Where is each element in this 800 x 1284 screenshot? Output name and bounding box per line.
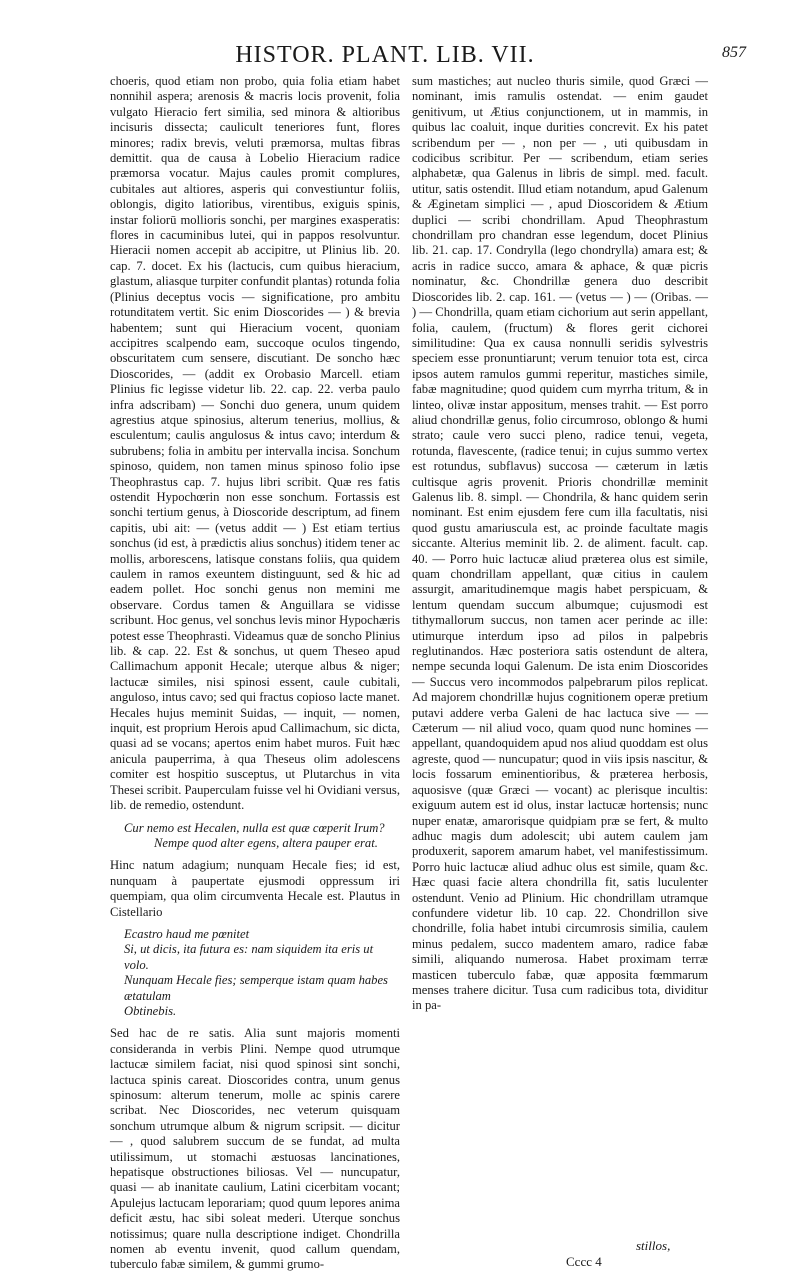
verse-line: Cur nemo est Hecalen, nulla est quæ cœperit Irum?	[124, 820, 385, 835]
left-paragraph: Sed hac de re satis. Alia sunt majoris momenti consideranda in verbis Plini. Nempe quod utrumque lactucæ similem faciat, nisi quod spinosi sint sonchi, lactuca spinis careat. Dioscorides contra, unum genus spinosum: alterum tenerum, molle ac spinis carere scribat. Nec Dioscorides, nec veterum quisquam sonchum utrumque album & nigrum scripsit. — dicitur — , quod salubrem succum de se fundat, ad multa utilissimum, ut stomachi æstuosas lancinationes, hepatisque obstructiones biliosas. Vel — nuncupatur, quasi — ab inanitate caulium, Latini cicerbitam vocant; Apulejus lactucam leporariam; quod quum lepores anima deficit æstu, hac sibi soleat mederi. Uterque sonchus notissimus; quare nulla descriptione indiget. Chondrilla nomen ab eventu invenit, quod callum quendam, tuberculo fabæ similem, & gummi grumo-	[110, 1026, 400, 1272]
right-paragraph: sum mastiches; aut nucleo thuris simile, quod Græci — nominant, imis ramulis ostendat. — enim gaudet genitivum, ut Ætius conjunctionem, ut in mammis, in quibus lac coaluit, inque durities concrevit. Ex his patet scribendum per — , non per — , uti quibusdam in codicibus scribitur. Per — scribendum, etiam series alphabetæ, qua Galenus in libris de simpl. med. facult. utitur, satis ostendit. Illud etiam notandum, apud Galenum & Æginetam simplici — , apud Dioscoridem & Ætium duplici — scribi chondrillam. Apud Theophrastum chondrillam pro chandran esse legendum, docet Plinius lib. 21. cap. 17. Condrylla (lego chondrylla) amara est; & acris in radice succo, amara & aphace, & quæ picris nominatur, &c. Chondrillæ genera duo describit Dioscorides lib. 2. cap. 161. — (vetus — ) — (Oribas. — ) — Chondrilla, quam etiam cichorium aut serin appellant, folia, caulem, (fructum) & flores gerit cichorei similitudine: Qua ex causa nonnulli seridis sylvestris speciem esse pronuntiarunt; verum tenuior tota est, circa ipsos autem ramulos gummi reperitur, mastiches simile, fabæ magnitudine; quod quidem cum myrrha tritum, & in linteo, olivæ instar appositum, menses trahit. — Est porro aliud chondrillæ genus, folio circumroso, oblongo & humi strato; caule vero succi pleno, radice tenui, vegeta, rotunda, flavescente, (radice tenui; in cujus summo vertex est rotundus, subflavus) succosa — cæterum in lætis cultisque agris provenit. Prioris chondrillæ meminit Galenus lib. 8. simpl. — Chondrila, & hanc quidem serin nominant. Est enim ejusdem fere cum illa facultatis, nisi quod gustu amariuscula est, ac proinde facultate magis siccante. Alterius meminit lib. 2. de aliment. facult. cap. 40. — Porro huic lactucæ aliud præterea olus est simile, quam chondrillam appellant, quæ citius in caulem assurgit, amaritudinemque magis habet perspicuam, & lentum quendam succum albumque; cujusmodi est tithymallorum succus, non tamen acer perinde ac ille: utimurque interdum ipso ad pilos in palpebris reglutinandos. Hæc posteriora satis ostendunt de altera, nempe secunda loqui Galenum. De ista enim Dioscorides — Succus vero incommodos palpebrarum pilos replicat. Ad majorem chondrillæ hujus cognitionem operæ pretium putavi addere verba Galeni de hac lactuca sive — — Cæterum — nil aliud voco, quam quod nunc homines — appellant, quandoquidem apud nos aliud quoddam est olus agreste, quod — nuncupatur; quod in viis ipsis nascitur, & locis fossarum eminentioribus, & præterea herbosis, aquosisve (quæ Græci — vocant) ac plerisque incultis: exiguum autem est id olus, instar lactucæ hortensis; nunc nuper enatæ, amarorisque quidpiam præ se fert, & multo adhuc magis dum adolescit; ubi autem caulem jam produxerit, saporem amarum habet, vel manifestissimum. Porro huic lactucæ aliud adhuc olus est simile, quam &c. Hæc quasi facie altera chondrilla fit, satis luculenter ostendunt. Venio ad Plinium. Hic chondrillam utramque confundere videtur lib. 10 cap. 22. Chondrillon sive chondrille, folia habet intubi circumrosis similia, caulem minus pedalem, succo madentem amaro, radice fabæ simili, aliquando numerosa. Habet proximam terræ masticen tuberculo fabæ, quæ apposita fœmmarum menses trahere dicitur. Tusa cum radicibus tota, dividitur in pa-	[412, 74, 708, 1013]
page-header	[0, 42, 800, 72]
left-paragraph: Hinc natum adagium; nunquam Hecale fies; id est, nunquam à paupertate ejusmodi oppressum iri quempiam, qua olim circumventa Hecale est. Plautus in Cistellario	[110, 858, 400, 919]
verse-line: Nempe quod alter egens, altera pauper erat.	[154, 835, 378, 850]
left-column	[110, 74, 400, 1272]
verse-line: Nunquam Hecale fies; semperque istam quam habes ætatulam	[124, 973, 388, 1003]
left-paragraph: choeris, quod etiam non probo, quia folia etiam habet nonnihil aspera; arenosis & macris locis provenit, folia vulgato Hieracio fert similia, sed minora & altioribus incisuris dissecta; caulicult teneriores funt, flores minores; radix brevis, veluti præmorsa, multas fibras demittit. qua de causa à Lobelio Hieracium radice præmorsa vocatur. Majus caules promit complures, cubitales aut altiores, asperis qui convestiuntur foliis, oblongis, digito latioribus, virentibus, exiguis spinis, instar foliorū mollioris sonchi, per margines exasperatis: flores in cacuminibus lutei, qui in pappos resolvuntur. Hieracii nomen accepit ab accipitre, ut Plinius lib. 20. cap. 7. docet. Ex his (lactucis, cum quibus hieracium, glastum, aliasque turpiter confundit plantas) rotunda folia (Plinius deceptus vocis — significatione, pro ambitu rotunditatem vertit. Sic enim Dioscorides — ) & brevia habentem; sunt qui Hieracium vocent, quoniam accipitres scalpendo eam, succoque oculos tingendo, obscuritatem cum sensere, discutiant. De soncho hæc Dioscorides, — (addit ex Orobasio Marcell. etiam Plinius fic legisse videtur lib. 22. cap. 22. verba paulo infra adscribam) — Sonchi duo genera, unum quidem agrestius atque spinosius, alterum tenerius, mollius, & esculentum; caulis angulosus & intus cavo; interdum & subrubens; folia in ambitu per intervalla incisa. Sonchum spinoso, quidem, non tamen minus spinoso folio ipse Theophrastus cap. 7. hujus libri scribit. Quæ res fatis ostendit Hypochœrin non esse sonchum. Fortassis est sonchi tertium genus, à Dioscoride descriptum, ad finem capitis, ubi ait: — (vetus addit — ) Est etiam tertius sonchus (id est, à prædictis alius sonchus) itidem tener ac mollis, arborescens, latisque constans foliis, qua quidem caulem in ramos exeuntem distinguunt, sed & hic ad eadem pollet. Hoc sonchi genus non memini me observare. Cordus tamen & Anguillara se vidisse scribunt. Hoc genus, vel sonchus levis minor Hypochæris potest esse Theophrasti. Videamus quæ de soncho Plinius lib. & cap. 22. Est & sonchus, ut quem Theseo apud Callimachum apponit Hecale; uterque albus & niger; lactucæ similes, nisi spinosi essent, caule cubitali, anguloso, intus cavo; sed qui fractus copioso lacte manet. Hecales hujus meminit Suidas, — inquit, — nomen, inquit, est proprium Herois apud Callimachum, sic dicta, quasi ad se vocans; apertos enim habet muros. Fuit hæc anicula pauperrima, à qua Theseus olim adolescens comiter est hospitio susceptus, ut Plutarchus in vita Thesei scribit. Pauperculam fuisse vel hi Ovidiani versus, lib. de remedio, ostendunt.	[110, 74, 400, 813]
right-column	[412, 74, 708, 1234]
page-number: 857	[722, 44, 746, 61]
signature-mark: Cccc 4	[566, 1254, 602, 1269]
verse-line: Si, ut dicis, ita futura es: nam siquidem ita eris ut volo.	[124, 942, 374, 972]
running-head: HISTOR. PLANT. LIB. VII.	[235, 42, 535, 68]
verse-line: Ecastro haud me pœnitet	[124, 926, 250, 941]
verse-line: Obtinebis.	[124, 1003, 177, 1018]
catchword: stillos,	[636, 1238, 671, 1253]
